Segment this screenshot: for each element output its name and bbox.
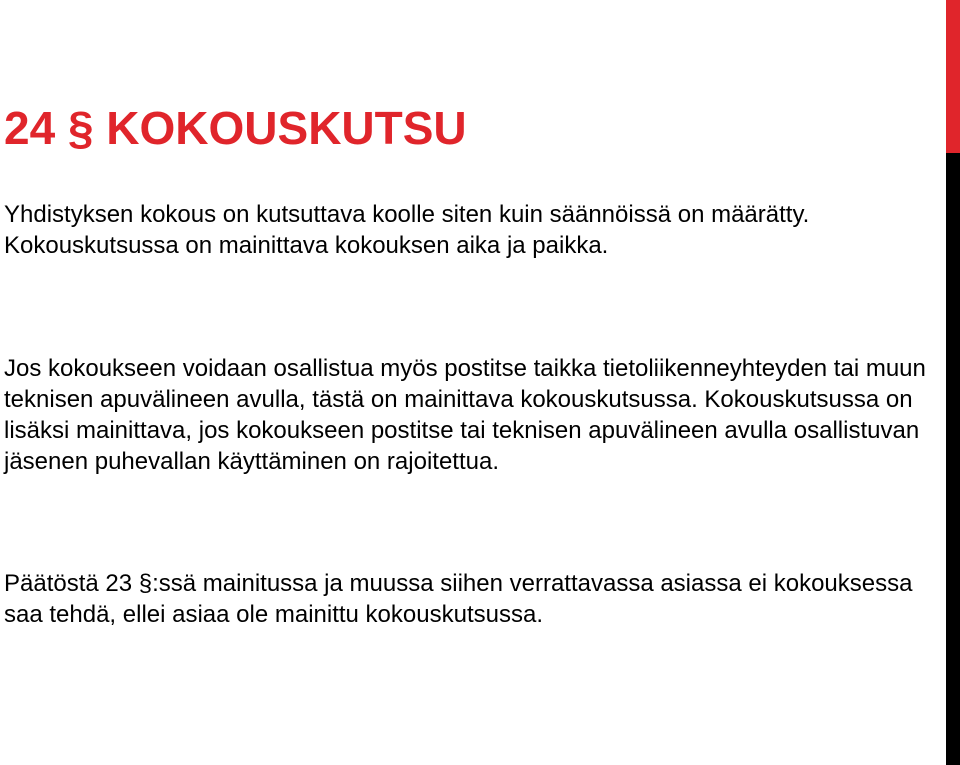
slide-title: 24 § KOKOUSKUTSU: [4, 102, 467, 154]
paragraph-decision-restriction: Päätöstä 23 §:ssä mainitussa ja muussa siihen verrattavassa asiassa ei kokouksessa saa tehdä, ellei asiaa ole mainittu kokouskutsussa.: [4, 570, 913, 628]
side-accent-bar-red: [946, 0, 960, 153]
side-accent-bar-black: [946, 153, 960, 765]
paragraph-remote-participation: Jos kokoukseen voidaan osallistua myös postitse taikka tietoliikenneyhteyden tai muun teknisen apuvälineen avulla, tästä on mainittava kokouskutsussa. Kokouskutsussa on lisäksi mainittava, jos kokoukseen postitse tai teknisen apuvälineen avulla osallistuvan jäsenen puhevallan käyttäminen on rajoitettua.: [4, 355, 926, 475]
paragraph-meeting-call: Yhdistyksen kokous on kutsuttava koolle siten kuin säännöissä on määrätty. Kokouskutsussa on mainittava kokouksen aika ja paikka.: [4, 201, 810, 259]
